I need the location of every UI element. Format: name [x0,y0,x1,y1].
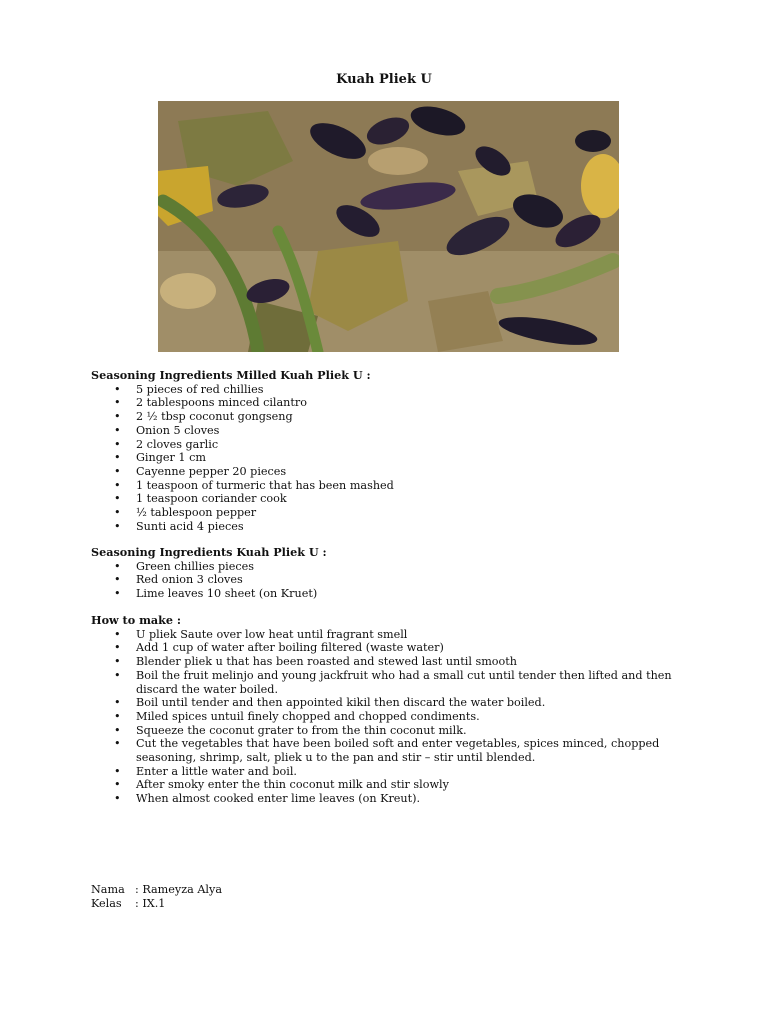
list-item: • Lime leaves 10 sheet (on Kruet) [91,587,691,601]
list-item: • Ginger 1 cm [91,451,691,465]
seasoning-ingredients-section [91,546,691,601]
list-item: • Miled spices untuil finely chopped and chopped condiments. [91,710,691,724]
nama-value: : Rameyza Alya [135,883,222,896]
how-to-make-list [91,628,691,806]
list-item: • Cut the vegetables that have been boiled soft and enter vegetables, spices minced, chopped seasoning, shrimp, salt, pliek u to the pan and stir – stir until blended. [91,737,691,764]
list-item: • ½ tablespoon pepper [91,506,691,520]
milled-ingredients-heading: Seasoning Ingredients Milled Kuah Pliek U : [91,368,371,382]
list-item: • Red onion 3 cloves [91,573,691,587]
nama-label: Nama [91,883,125,896]
list-item: • Sunti acid 4 pieces [91,520,691,534]
seasoning-ingredients-heading: Seasoning Ingredients Kuah Pliek U : [91,545,327,559]
list-item: • 2 cloves garlic [91,438,691,452]
kelas-label: Kelas [91,896,122,910]
seasoning-ingredients-list [91,560,691,601]
list-item: • 1 teaspoon coriander cook [91,492,691,506]
dish-photo [158,101,619,352]
list-item: • When almost cooked enter lime leaves (on Kreut). [91,792,691,806]
list-item: • Boil the fruit melinjo and young jackfruit who had a small cut until tender then lifted and then discard the water boiled. [91,669,691,696]
list-item: • After smoky enter the thin coconut milk and stir slowly [91,778,691,792]
kelas-row [91,897,222,911]
nama-row [91,883,222,897]
list-item: • Blender pliek u that has been roasted and stewed last until smooth [91,655,691,669]
milled-ingredients-list [91,383,691,534]
list-item: • 2 tablespoons minced cilantro [91,396,691,410]
list-item: • Boil until tender and then appointed kikil then discard the water boiled. [91,696,691,710]
list-item: • U pliek Saute over low heat until fragrant smell [91,628,691,642]
list-item: • 2 ½ tbsp coconut gongseng [91,410,691,424]
list-item: • Cayenne pepper 20 pieces [91,465,691,479]
list-item: • Onion 5 cloves [91,424,691,438]
list-item: • 5 pieces of red chillies [91,383,691,397]
page-title: Kuah Pliek U [336,72,432,87]
signature-block [91,883,222,910]
list-item: • Add 1 cup of water after boiling filtered (waste water) [91,641,691,655]
milled-ingredients-section [91,369,691,533]
list-item: • Enter a little water and boil. [91,765,691,779]
list-item: • 1 teaspoon of turmeric that has been mashed [91,479,691,493]
how-to-make-section [91,614,691,806]
kelas-value: : IX.1 [135,896,166,910]
list-item: • Green chillies pieces [91,560,691,574]
list-item: • Squeeze the coconut grater to from the thin coconut milk. [91,724,691,738]
how-to-make-heading: How to make : [91,613,182,627]
